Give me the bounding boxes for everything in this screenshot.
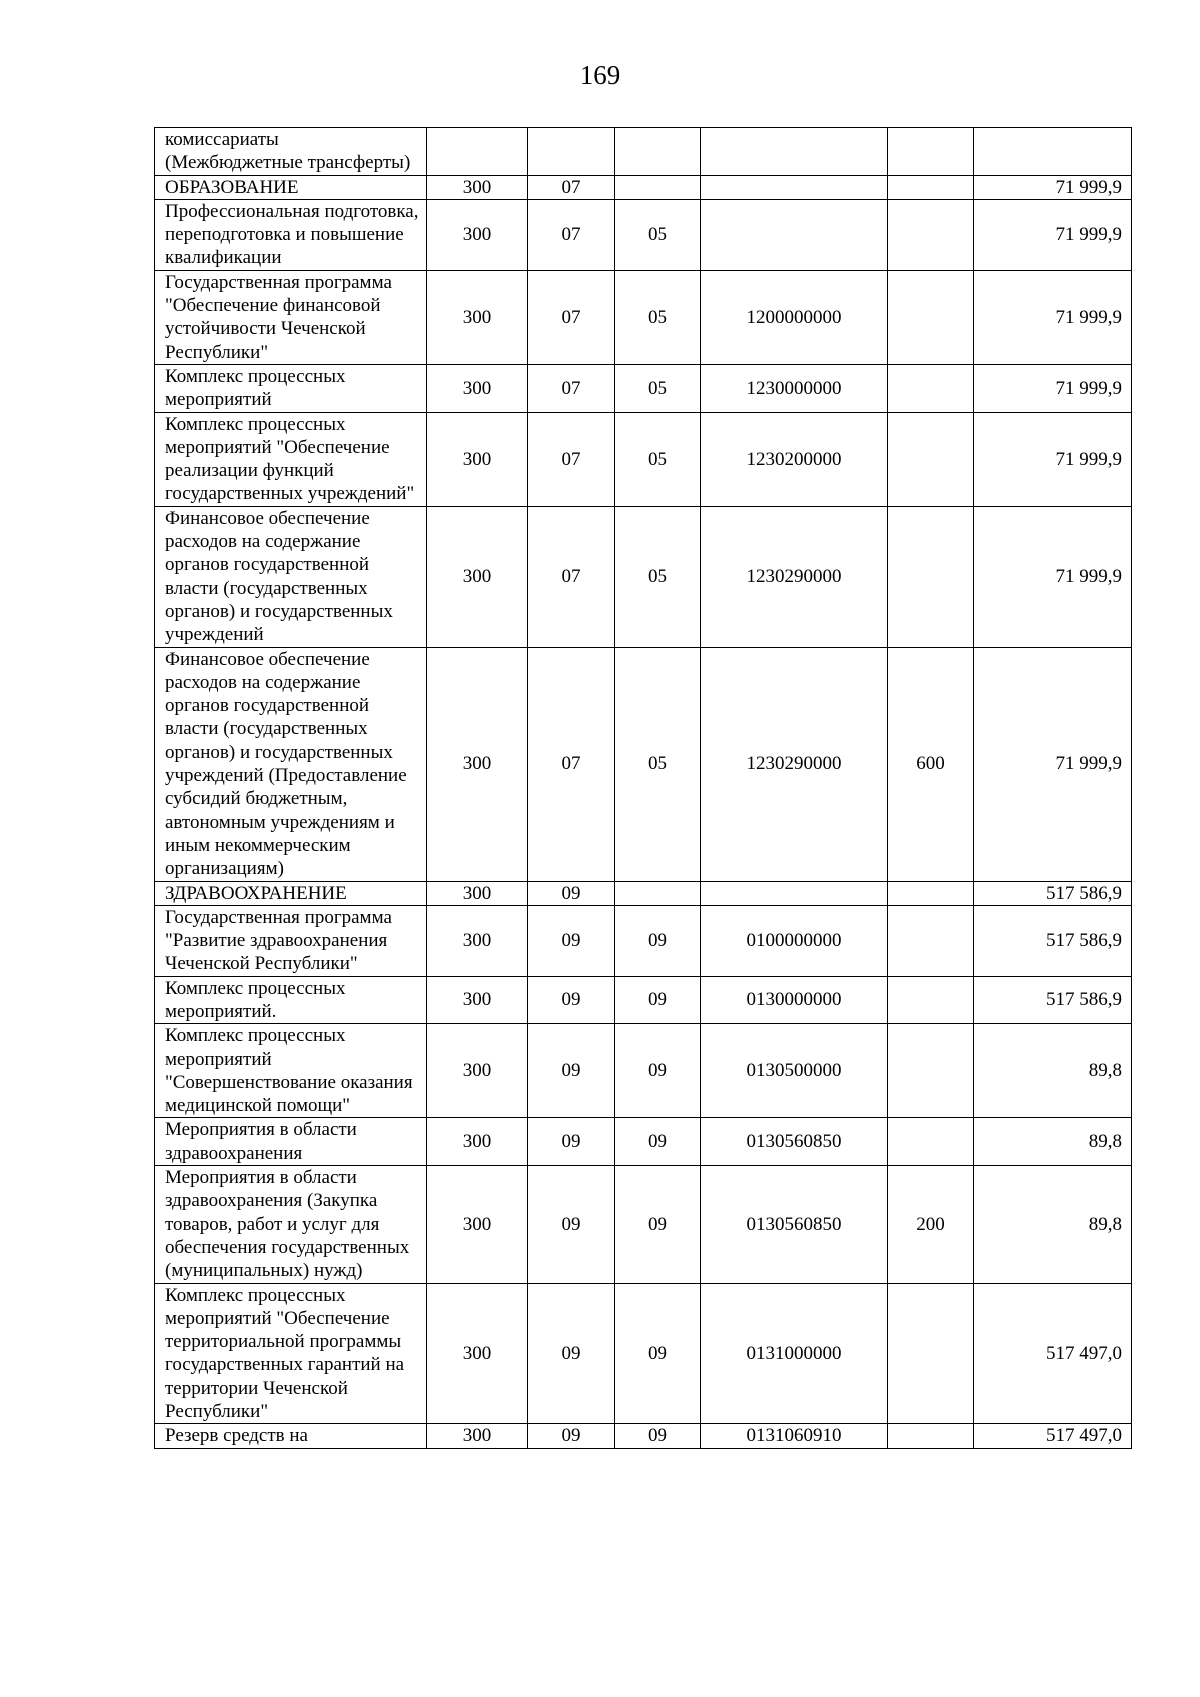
cell-subsection [615, 175, 701, 199]
cell-amount: 71 999,9 [974, 199, 1132, 270]
cell-amount: 517 586,9 [974, 881, 1132, 905]
cell-grbs: 300 [427, 1024, 528, 1118]
cell-target-article: 0130500000 [701, 1024, 888, 1118]
cell-name: Комплекс процессных мероприятий "Обеспечение территориальной программы государственных гарантий на территории Чеченской Республики" [155, 1283, 427, 1424]
cell-subsection [615, 881, 701, 905]
cell-expense-type [888, 412, 974, 506]
budget-table-body [155, 128, 1132, 1449]
cell-expense-type [888, 175, 974, 199]
cell-amount: 89,8 [974, 1166, 1132, 1283]
cell-section: 09 [528, 1118, 615, 1166]
budget-table [154, 127, 1132, 1449]
cell-section: 07 [528, 270, 615, 364]
cell-section: 07 [528, 412, 615, 506]
table-row [155, 412, 1132, 506]
cell-expense-type [888, 270, 974, 364]
cell-target-article [701, 881, 888, 905]
cell-subsection: 05 [615, 647, 701, 881]
table-row [155, 506, 1132, 647]
cell-name: Профессиональная подготовка, переподготовка и повышение квалификации [155, 199, 427, 270]
cell-target-article: 0131060910 [701, 1424, 888, 1448]
cell-expense-type [888, 881, 974, 905]
cell-section: 07 [528, 647, 615, 881]
cell-subsection: 05 [615, 270, 701, 364]
cell-amount: 89,8 [974, 1024, 1132, 1118]
cell-section: 09 [528, 1024, 615, 1118]
cell-expense-type [888, 128, 974, 176]
cell-section: 07 [528, 506, 615, 647]
cell-name: Мероприятия в области здравоохранения [155, 1118, 427, 1166]
page-number: 169 [579, 60, 621, 90]
cell-target-article: 0131000000 [701, 1283, 888, 1424]
table-row [155, 199, 1132, 270]
cell-section: 09 [528, 905, 615, 976]
cell-expense-type [888, 199, 974, 270]
cell-grbs: 300 [427, 647, 528, 881]
cell-expense-type [888, 1118, 974, 1166]
table-row [155, 175, 1132, 199]
cell-grbs [427, 128, 528, 176]
cell-subsection: 05 [615, 412, 701, 506]
cell-target-article: 1230290000 [701, 647, 888, 881]
cell-grbs: 300 [427, 1166, 528, 1283]
cell-expense-type [888, 1024, 974, 1118]
cell-grbs: 300 [427, 364, 528, 412]
cell-target-article: 0130560850 [701, 1166, 888, 1283]
table-row [155, 364, 1132, 412]
cell-subsection: 09 [615, 1283, 701, 1424]
cell-expense-type [888, 905, 974, 976]
cell-name: Комплекс процессных мероприятий "Совершенствование оказания медицинской помощи" [155, 1024, 427, 1118]
cell-amount: 71 999,9 [974, 270, 1132, 364]
cell-name: Резерв средств на [155, 1424, 427, 1448]
cell-subsection: 09 [615, 1166, 701, 1283]
cell-amount: 71 999,9 [974, 175, 1132, 199]
cell-amount [974, 128, 1132, 176]
cell-expense-type [888, 364, 974, 412]
cell-section: 07 [528, 199, 615, 270]
cell-amount: 517 497,0 [974, 1283, 1132, 1424]
cell-expense-type: 200 [888, 1166, 974, 1283]
cell-target-article [701, 175, 888, 199]
cell-target-article: 1230290000 [701, 506, 888, 647]
cell-name: Мероприятия в области здравоохранения (Закупка товаров, работ и услуг для обеспечения государственных (муниципальных) нужд) [155, 1166, 427, 1283]
cell-subsection: 09 [615, 1024, 701, 1118]
cell-subsection: 09 [615, 905, 701, 976]
table-row [155, 1024, 1132, 1118]
cell-grbs: 300 [427, 1283, 528, 1424]
cell-section: 09 [528, 1283, 615, 1424]
cell-target-article: 1230000000 [701, 364, 888, 412]
table-row [155, 1118, 1132, 1166]
cell-grbs: 300 [427, 881, 528, 905]
cell-amount: 89,8 [974, 1118, 1132, 1166]
cell-grbs: 300 [427, 1118, 528, 1166]
cell-subsection: 05 [615, 199, 701, 270]
cell-expense-type: 600 [888, 647, 974, 881]
cell-name: Комплекс процессных мероприятий [155, 364, 427, 412]
cell-target-article: 0130560850 [701, 1118, 888, 1166]
cell-subsection: 09 [615, 1118, 701, 1166]
cell-section: 09 [528, 976, 615, 1024]
cell-name: Финансовое обеспечение расходов на содержание органов государственной власти (государственных органов) и государственных учреждений [155, 506, 427, 647]
cell-name: Финансовое обеспечение расходов на содержание органов государственной власти (государственных органов) и государственных учреждений (Предоставление субсидий бюджетным, автономным учреждениям и иным некоммерческим организациям) [155, 647, 427, 881]
cell-name: Государственная программа "Развитие здравоохранения Чеченской Республики" [155, 905, 427, 976]
table-row [155, 270, 1132, 364]
cell-grbs: 300 [427, 270, 528, 364]
cell-section: 09 [528, 1424, 615, 1448]
cell-grbs: 300 [427, 905, 528, 976]
cell-expense-type [888, 1283, 974, 1424]
cell-name: ОБРАЗОВАНИЕ [155, 175, 427, 199]
cell-target-article [701, 128, 888, 176]
cell-subsection: 09 [615, 976, 701, 1024]
table-row [155, 905, 1132, 976]
cell-target-article: 1200000000 [701, 270, 888, 364]
cell-section [528, 128, 615, 176]
cell-name: комиссариаты (Межбюджетные трансферты) [155, 128, 427, 176]
table-row [155, 1283, 1132, 1424]
cell-section: 07 [528, 364, 615, 412]
cell-amount: 517 497,0 [974, 1424, 1132, 1448]
cell-amount: 71 999,9 [974, 647, 1132, 881]
table-row [155, 976, 1132, 1024]
cell-grbs: 300 [427, 1424, 528, 1448]
cell-amount: 71 999,9 [974, 506, 1132, 647]
cell-name: Комплекс процессных мероприятий. [155, 976, 427, 1024]
cell-expense-type [888, 976, 974, 1024]
cell-subsection: 05 [615, 364, 701, 412]
cell-grbs: 300 [427, 175, 528, 199]
cell-target-article: 1230200000 [701, 412, 888, 506]
table-row [155, 1424, 1132, 1448]
cell-amount: 517 586,9 [974, 905, 1132, 976]
table-row [155, 128, 1132, 176]
cell-name: Государственная программа "Обеспечение финансовой устойчивости Чеченской Республики" [155, 270, 427, 364]
cell-target-article [701, 199, 888, 270]
cell-grbs: 300 [427, 199, 528, 270]
cell-expense-type [888, 1424, 974, 1448]
cell-target-article: 0130000000 [701, 976, 888, 1024]
cell-subsection [615, 128, 701, 176]
cell-amount: 71 999,9 [974, 412, 1132, 506]
cell-name: ЗДРАВООХРАНЕНИЕ [155, 881, 427, 905]
cell-subsection: 05 [615, 506, 701, 647]
cell-section: 09 [528, 1166, 615, 1283]
cell-amount: 517 586,9 [974, 976, 1132, 1024]
cell-subsection: 09 [615, 1424, 701, 1448]
cell-name: Комплекс процессных мероприятий "Обеспечение реализации функций государственных учреждений" [155, 412, 427, 506]
table-row [155, 881, 1132, 905]
cell-grbs: 300 [427, 412, 528, 506]
table-row [155, 1166, 1132, 1283]
cell-grbs: 300 [427, 506, 528, 647]
cell-amount: 71 999,9 [974, 364, 1132, 412]
cell-section: 07 [528, 175, 615, 199]
cell-target-article: 0100000000 [701, 905, 888, 976]
cell-expense-type [888, 506, 974, 647]
table-row [155, 647, 1132, 881]
cell-grbs: 300 [427, 976, 528, 1024]
cell-section: 09 [528, 881, 615, 905]
